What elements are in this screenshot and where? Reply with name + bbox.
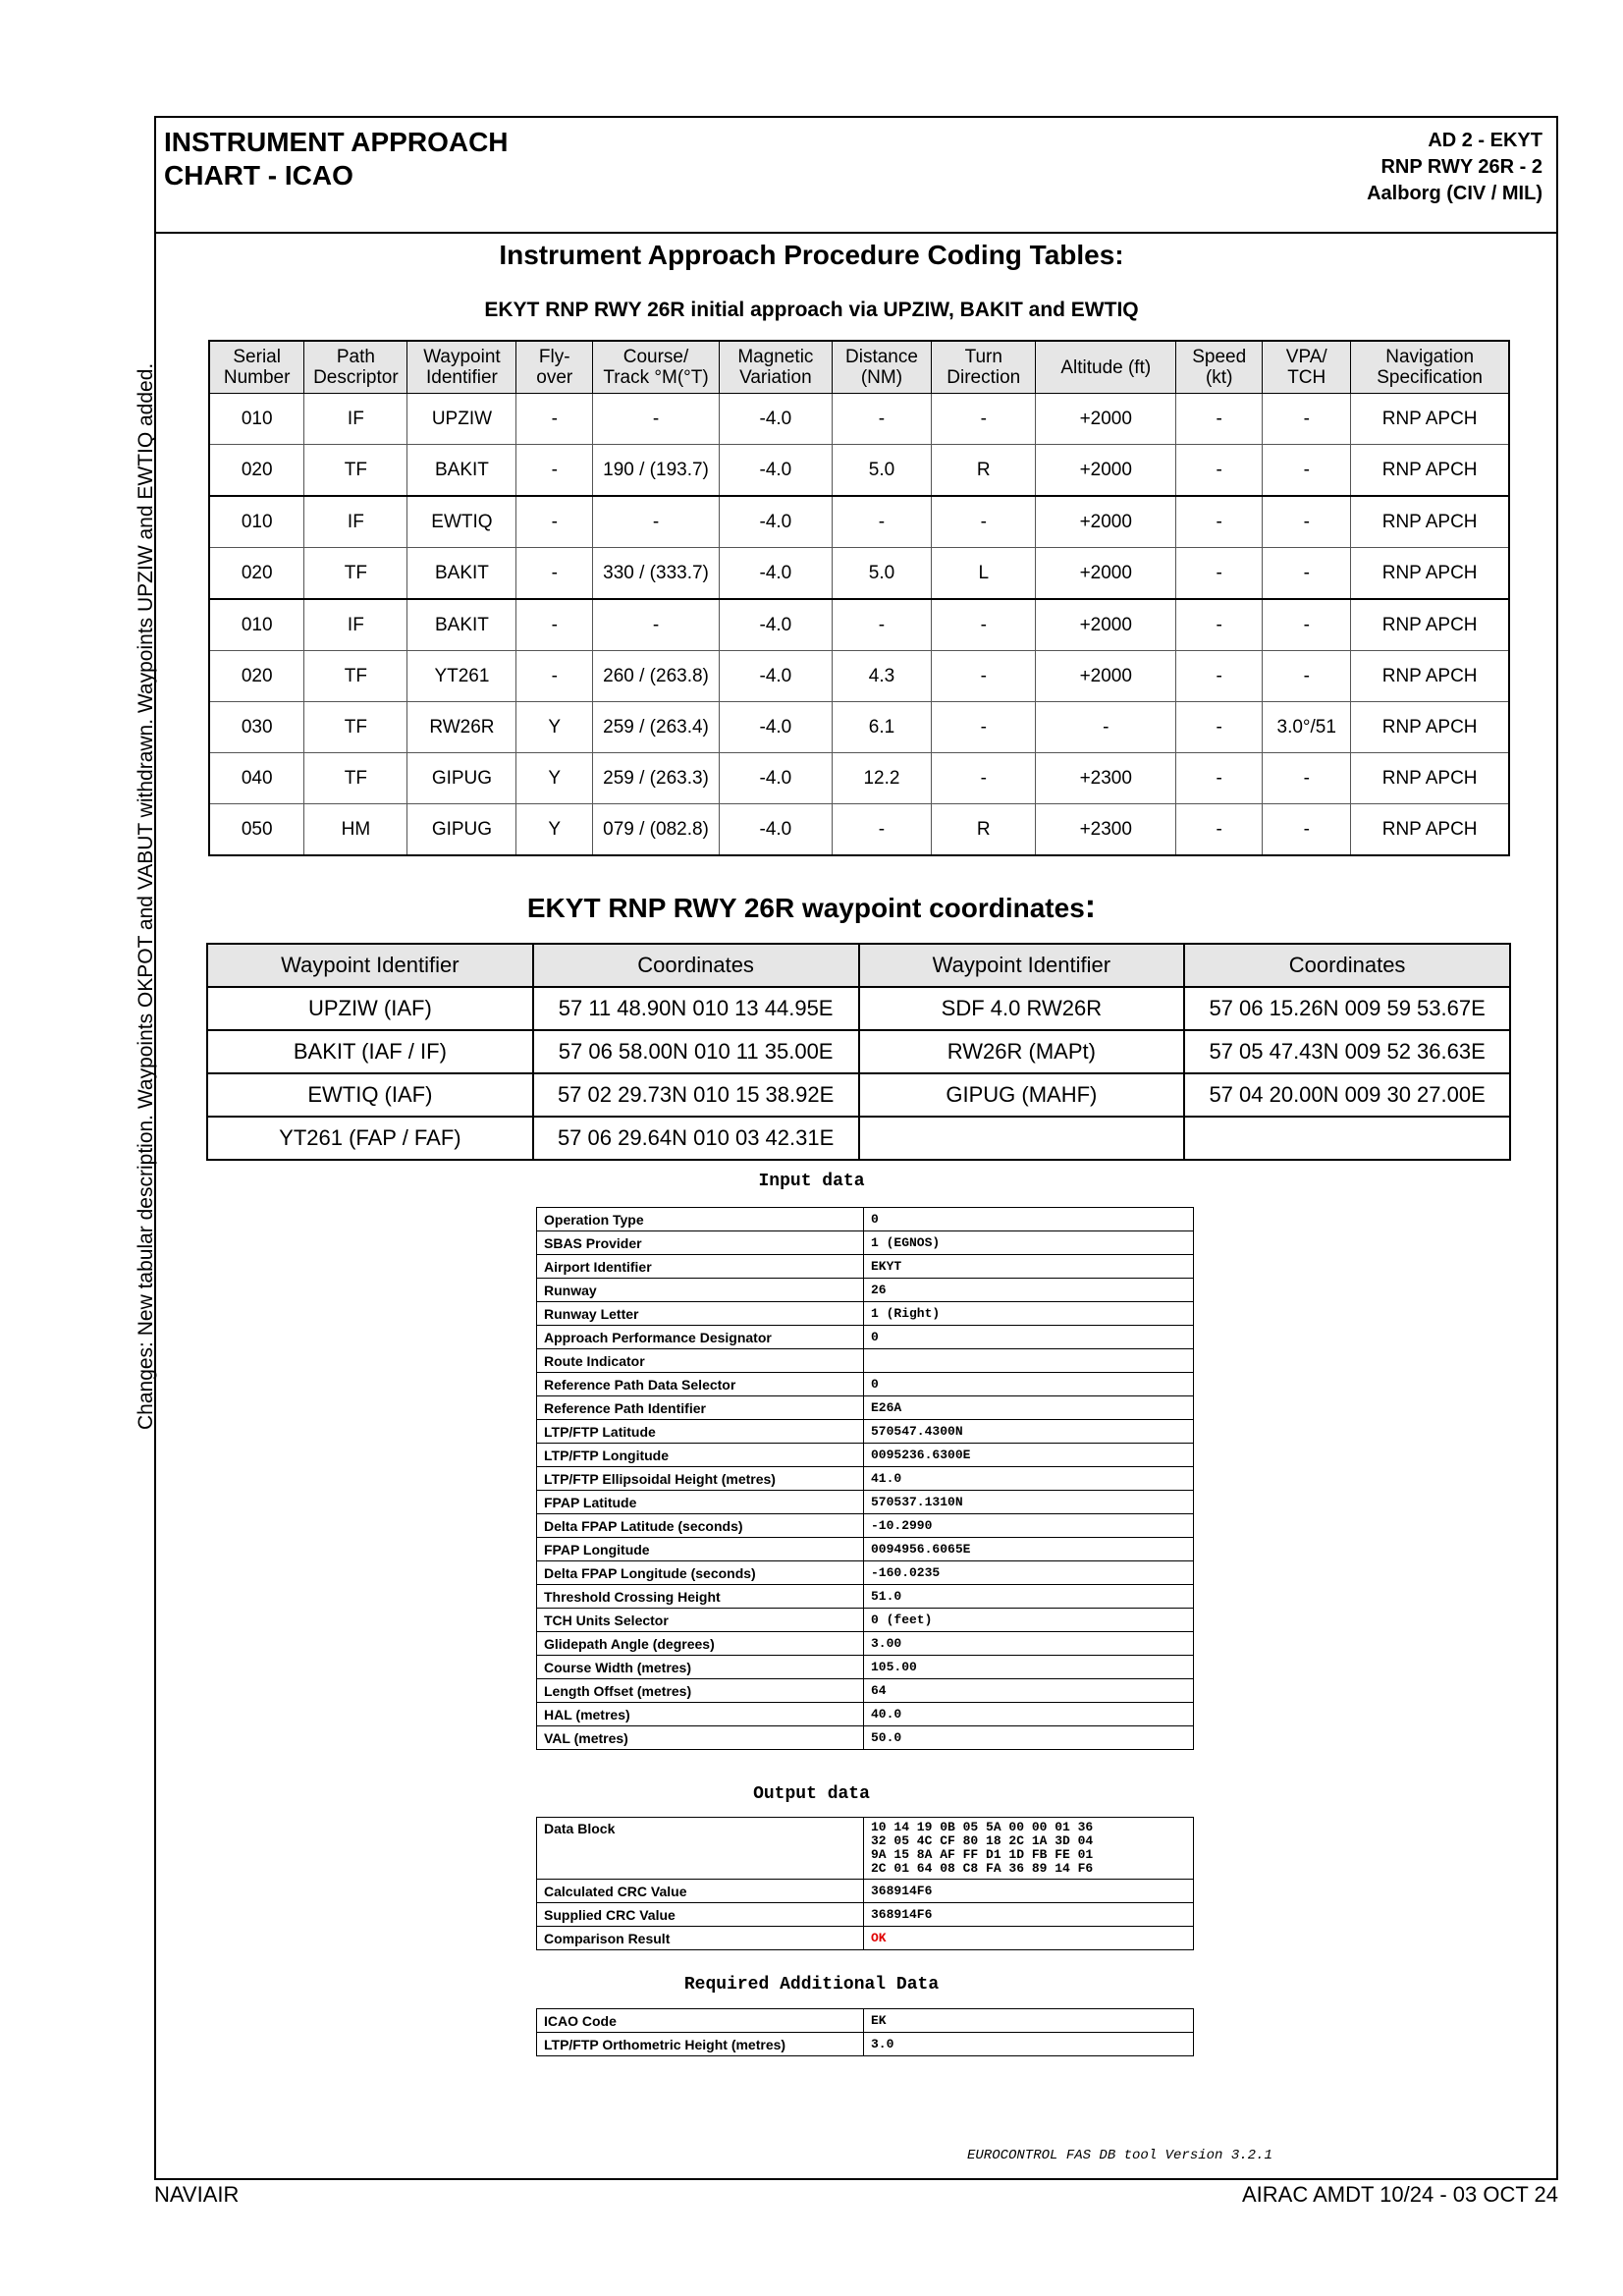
table-row bbox=[537, 1927, 1194, 1950]
table-row bbox=[209, 599, 1509, 651]
table-cell: +2000 bbox=[1036, 496, 1176, 548]
field-value: 570537.1310N bbox=[864, 1491, 1194, 1514]
table-row bbox=[537, 1609, 1194, 1632]
table-cell: - bbox=[1263, 804, 1351, 856]
table-cell: -4.0 bbox=[720, 548, 833, 600]
table-row bbox=[537, 1726, 1194, 1750]
output-data-table bbox=[536, 1817, 1194, 1950]
field-label: Operation Type bbox=[537, 1208, 864, 1231]
field-value: 0094956.6065E bbox=[864, 1538, 1194, 1561]
table-cell: IF bbox=[304, 599, 407, 651]
table-cell: GIPUG (MAHF) bbox=[859, 1073, 1185, 1117]
table-cell: - bbox=[932, 496, 1036, 548]
table-row bbox=[537, 1561, 1194, 1585]
waypoint-header-row bbox=[207, 944, 1510, 987]
table-row bbox=[537, 1679, 1194, 1703]
table-cell: 020 bbox=[209, 548, 304, 600]
table-cell: - bbox=[832, 804, 931, 856]
table-cell: 190 / (193.7) bbox=[593, 445, 720, 497]
table-cell: -4.0 bbox=[720, 702, 833, 753]
table-cell: 010 bbox=[209, 496, 304, 548]
table-cell: +2000 bbox=[1036, 394, 1176, 445]
table-cell: - bbox=[593, 599, 720, 651]
table-cell: -4.0 bbox=[720, 445, 833, 497]
table-cell: 020 bbox=[209, 445, 304, 497]
field-value: OK bbox=[864, 1927, 1194, 1950]
table-cell: TF bbox=[304, 753, 407, 804]
waypoint-coordinates-title-text: EKYT RNP RWY 26R waypoint coordinates bbox=[526, 893, 1085, 923]
field-value: 368914F6 bbox=[864, 1880, 1194, 1903]
table-cell: - bbox=[516, 394, 593, 445]
required-data-title: Required Additional Data bbox=[683, 1975, 940, 1995]
table-cell: Y bbox=[516, 804, 593, 856]
table-cell: - bbox=[1176, 804, 1263, 856]
field-value: 105.00 bbox=[864, 1656, 1194, 1679]
table-row bbox=[537, 1231, 1194, 1255]
coding-header-cell: Waypoint Identifier bbox=[407, 341, 516, 394]
coding-header-cell: Magnetic Variation bbox=[720, 341, 833, 394]
table-cell: -4.0 bbox=[720, 599, 833, 651]
table-cell: 57 06 29.64N 010 03 42.31E bbox=[533, 1117, 859, 1160]
table-cell: RNP APCH bbox=[1351, 753, 1509, 804]
waypoint-header-cell: Coordinates bbox=[533, 944, 859, 987]
table-cell: R bbox=[932, 445, 1036, 497]
table-cell: 57 06 15.26N 009 59 53.67E bbox=[1184, 987, 1510, 1030]
waypoint-header-cell: Waypoint Identifier bbox=[859, 944, 1185, 987]
field-value: E26A bbox=[864, 1396, 1194, 1420]
table-cell: +2000 bbox=[1036, 445, 1176, 497]
table-cell: EWTIQ bbox=[407, 496, 516, 548]
table-cell: - bbox=[1263, 651, 1351, 702]
table-row bbox=[537, 2033, 1194, 2056]
table-row bbox=[537, 1903, 1194, 1927]
table-cell: 57 06 58.00N 010 11 35.00E bbox=[533, 1030, 859, 1073]
field-label: FPAP Longitude bbox=[537, 1538, 864, 1561]
table-cell: -4.0 bbox=[720, 651, 833, 702]
table-cell: 260 / (263.8) bbox=[593, 651, 720, 702]
coding-header-cell: Serial Number bbox=[209, 341, 304, 394]
table-row bbox=[207, 1030, 1510, 1073]
field-value: EKYT bbox=[864, 1255, 1194, 1279]
table-cell: - bbox=[1176, 599, 1263, 651]
table-row bbox=[207, 1117, 1510, 1160]
field-label: Route Indicator bbox=[537, 1349, 864, 1373]
field-label: Reference Path Data Selector bbox=[537, 1373, 864, 1396]
table-cell: 5.0 bbox=[832, 548, 931, 600]
field-value: 3.00 bbox=[864, 1632, 1194, 1656]
table-cell: -4.0 bbox=[720, 394, 833, 445]
table-row bbox=[537, 1279, 1194, 1302]
table-row bbox=[537, 1467, 1194, 1491]
chart-ref-line1: AD 2 - EKYT bbox=[1428, 130, 1542, 151]
table-row bbox=[209, 651, 1509, 702]
table-cell: 010 bbox=[209, 394, 304, 445]
table-cell: - bbox=[593, 496, 720, 548]
table-row bbox=[537, 1208, 1194, 1231]
table-cell: RNP APCH bbox=[1351, 804, 1509, 856]
coding-header-row bbox=[209, 341, 1509, 394]
table-row bbox=[209, 548, 1509, 600]
table-cell: RNP APCH bbox=[1351, 548, 1509, 600]
field-value: -10.2990 bbox=[864, 1514, 1194, 1538]
table-cell: - bbox=[1176, 548, 1263, 600]
table-cell: EWTIQ (IAF) bbox=[207, 1073, 533, 1117]
field-label: VAL (metres) bbox=[537, 1726, 864, 1750]
table-cell: IF bbox=[304, 496, 407, 548]
table-cell: -4.0 bbox=[720, 804, 833, 856]
table-row bbox=[209, 496, 1509, 548]
table-row bbox=[537, 1514, 1194, 1538]
table-cell: 040 bbox=[209, 753, 304, 804]
field-label: HAL (metres) bbox=[537, 1703, 864, 1726]
field-label: Runway Letter bbox=[537, 1302, 864, 1326]
table-cell: BAKIT bbox=[407, 599, 516, 651]
chart-reference bbox=[1367, 128, 1542, 207]
field-label: Calculated CRC Value bbox=[537, 1880, 864, 1903]
table-cell: - bbox=[932, 394, 1036, 445]
coding-header-cell: Fly- over bbox=[516, 341, 593, 394]
table-cell: BAKIT bbox=[407, 445, 516, 497]
table-cell: - bbox=[832, 394, 931, 445]
data-block-value: 10 14 19 0B 05 5A 00 00 01 36 32 05 4C CF 80 18 2C 1A 3D 04 9A 15 8A AF FF D1 1D FB FE 01 2C 01 64 08 C8 FA 36 89 14 F6 bbox=[864, 1818, 1194, 1880]
output-data-title: Output data bbox=[753, 1784, 870, 1804]
table-cell: RNP APCH bbox=[1351, 445, 1509, 497]
coding-header-cell: Altitude (ft) bbox=[1036, 341, 1176, 394]
field-label: LTP/FTP Latitude bbox=[537, 1420, 864, 1444]
field-label: Threshold Crossing Height bbox=[537, 1585, 864, 1609]
table-cell: - bbox=[516, 496, 593, 548]
table-cell: - bbox=[1036, 702, 1176, 753]
field-label: TCH Units Selector bbox=[537, 1609, 864, 1632]
input-data-table bbox=[536, 1207, 1194, 1750]
field-label: Delta FPAP Longitude (seconds) bbox=[537, 1561, 864, 1585]
table-cell: UPZIW bbox=[407, 394, 516, 445]
table-cell: UPZIW (IAF) bbox=[207, 987, 533, 1030]
field-value: 64 bbox=[864, 1679, 1194, 1703]
table-cell: Y bbox=[516, 702, 593, 753]
table-cell: - bbox=[1176, 394, 1263, 445]
table-cell: 010 bbox=[209, 599, 304, 651]
table-row bbox=[209, 753, 1509, 804]
changes-note: Changes: New tabular description. Waypoints OKPOT and VABUT withdrawn. Waypoints UPZIW and EWTIQ added. bbox=[135, 362, 157, 1430]
table-cell: RNP APCH bbox=[1351, 651, 1509, 702]
table-cell: 5.0 bbox=[832, 445, 931, 497]
chart-title bbox=[164, 126, 509, 192]
table-cell: - bbox=[832, 599, 931, 651]
field-label: Length Offset (metres) bbox=[537, 1679, 864, 1703]
table-cell: +2000 bbox=[1036, 651, 1176, 702]
field-value: 1 (EGNOS) bbox=[864, 1231, 1194, 1255]
table-cell: Y bbox=[516, 753, 593, 804]
table-cell: 259 / (263.3) bbox=[593, 753, 720, 804]
table-cell: - bbox=[1263, 394, 1351, 445]
field-value: 0 bbox=[864, 1208, 1194, 1231]
field-label: Runway bbox=[537, 1279, 864, 1302]
table-cell: - bbox=[1263, 548, 1351, 600]
table-cell: 57 11 48.90N 010 13 44.95E bbox=[533, 987, 859, 1030]
table-cell: BAKIT (IAF / IF) bbox=[207, 1030, 533, 1073]
field-value bbox=[864, 1349, 1194, 1373]
table-cell: YT261 (FAP / FAF) bbox=[207, 1117, 533, 1160]
table-row bbox=[537, 1255, 1194, 1279]
table-cell: TF bbox=[304, 651, 407, 702]
table-cell: - bbox=[516, 548, 593, 600]
table-cell: - bbox=[932, 599, 1036, 651]
coding-header-cell: Turn Direction bbox=[932, 341, 1036, 394]
table-row bbox=[537, 1818, 1194, 1880]
chart-ref-line2: RNP RWY 26R - 2 bbox=[1380, 156, 1542, 178]
table-cell: - bbox=[516, 445, 593, 497]
field-label: ICAO Code bbox=[537, 2009, 864, 2033]
table-row bbox=[209, 394, 1509, 445]
table-cell: RW26R bbox=[407, 702, 516, 753]
table-cell: - bbox=[1176, 753, 1263, 804]
table-cell: - bbox=[1263, 599, 1351, 651]
table-cell: - bbox=[932, 651, 1036, 702]
table-cell: TF bbox=[304, 445, 407, 497]
table-cell: BAKIT bbox=[407, 548, 516, 600]
table-cell: +2300 bbox=[1036, 753, 1176, 804]
table-cell: RNP APCH bbox=[1351, 394, 1509, 445]
table-row bbox=[537, 1396, 1194, 1420]
table-row bbox=[537, 1326, 1194, 1349]
field-value: 570547.4300N bbox=[864, 1420, 1194, 1444]
table-cell: -4.0 bbox=[720, 753, 833, 804]
table-cell: 57 05 47.43N 009 52 36.63E bbox=[1184, 1030, 1510, 1073]
required-data-table bbox=[536, 2008, 1194, 2056]
table-row bbox=[537, 1444, 1194, 1467]
coding-tables-title: Instrument Approach Procedure Coding Tables: bbox=[499, 240, 1124, 270]
table-cell: R bbox=[932, 804, 1036, 856]
table-row bbox=[537, 1703, 1194, 1726]
table-cell: 4.3 bbox=[832, 651, 931, 702]
waypoint-table bbox=[206, 943, 1511, 1161]
field-value: 1 (Right) bbox=[864, 1302, 1194, 1326]
field-label: LTP/FTP Orthometric Height (metres) bbox=[537, 2033, 864, 2056]
table-cell bbox=[859, 1117, 1185, 1160]
coding-header-cell: Course/ Track °M(°T) bbox=[593, 341, 720, 394]
table-cell bbox=[1184, 1117, 1510, 1160]
field-label: Approach Performance Designator bbox=[537, 1326, 864, 1349]
table-cell: - bbox=[932, 702, 1036, 753]
table-row bbox=[207, 1073, 1510, 1117]
field-label: FPAP Latitude bbox=[537, 1491, 864, 1514]
table-cell: - bbox=[1263, 445, 1351, 497]
table-row bbox=[537, 1491, 1194, 1514]
table-cell: 57 04 20.00N 009 30 27.00E bbox=[1184, 1073, 1510, 1117]
table-cell: +2000 bbox=[1036, 548, 1176, 600]
table-row bbox=[207, 987, 1510, 1030]
chart-title-line2: CHART - ICAO bbox=[164, 160, 353, 191]
field-value: 50.0 bbox=[864, 1726, 1194, 1750]
coding-table bbox=[208, 340, 1510, 856]
table-row bbox=[537, 1585, 1194, 1609]
table-cell: RNP APCH bbox=[1351, 599, 1509, 651]
table-cell: TF bbox=[304, 548, 407, 600]
table-row bbox=[209, 445, 1509, 497]
field-value: 0 bbox=[864, 1326, 1194, 1349]
field-value: 0 (feet) bbox=[864, 1609, 1194, 1632]
table-row bbox=[537, 2009, 1194, 2033]
table-cell: - bbox=[832, 496, 931, 548]
table-cell: +2000 bbox=[1036, 599, 1176, 651]
table-row bbox=[537, 1373, 1194, 1396]
table-cell: - bbox=[932, 753, 1036, 804]
tool-version: EUROCONTROL FAS DB tool Version 3.2.1 bbox=[967, 2148, 1272, 2163]
table-cell: - bbox=[1176, 496, 1263, 548]
coding-header-cell: Distance (NM) bbox=[832, 341, 931, 394]
table-cell: 020 bbox=[209, 651, 304, 702]
waypoint-coordinates-title bbox=[0, 888, 1623, 926]
table-cell: L bbox=[932, 548, 1036, 600]
table-cell: GIPUG bbox=[407, 804, 516, 856]
waypoint-header-cell: Waypoint Identifier bbox=[207, 944, 533, 987]
table-cell: 12.2 bbox=[832, 753, 931, 804]
table-cell: - bbox=[516, 599, 593, 651]
field-label: Supplied CRC Value bbox=[537, 1903, 864, 1927]
field-value: 0 bbox=[864, 1373, 1194, 1396]
table-cell: 030 bbox=[209, 702, 304, 753]
table-cell: - bbox=[1263, 496, 1351, 548]
coding-header-cell: Path Descriptor bbox=[304, 341, 407, 394]
table-cell: RW26R (MAPt) bbox=[859, 1030, 1185, 1073]
table-row bbox=[537, 1349, 1194, 1373]
table-cell: 6.1 bbox=[832, 702, 931, 753]
table-cell: 3.0°/51 bbox=[1263, 702, 1351, 753]
field-label: Delta FPAP Latitude (seconds) bbox=[537, 1514, 864, 1538]
table-cell: 330 / (333.7) bbox=[593, 548, 720, 600]
waypoint-coordinates-title-colon: : bbox=[1084, 888, 1097, 925]
table-row bbox=[209, 702, 1509, 753]
table-cell: - bbox=[516, 651, 593, 702]
table-cell: SDF 4.0 RW26R bbox=[859, 987, 1185, 1030]
table-cell: YT261 bbox=[407, 651, 516, 702]
table-cell: - bbox=[1263, 753, 1351, 804]
field-value: EK bbox=[864, 2009, 1194, 2033]
chart-title-line1: INSTRUMENT APPROACH bbox=[164, 127, 509, 157]
table-cell: IF bbox=[304, 394, 407, 445]
table-cell: - bbox=[1176, 445, 1263, 497]
coding-header-cell: VPA/ TCH bbox=[1263, 341, 1351, 394]
field-value: 0095236.6300E bbox=[864, 1444, 1194, 1467]
table-cell: 079 / (082.8) bbox=[593, 804, 720, 856]
field-value: -160.0235 bbox=[864, 1561, 1194, 1585]
table-cell: 57 02 29.73N 010 15 38.92E bbox=[533, 1073, 859, 1117]
table-row bbox=[537, 1420, 1194, 1444]
coding-header-cell: Speed (kt) bbox=[1176, 341, 1263, 394]
footer-airac: AIRAC AMDT 10/24 - 03 OCT 24 bbox=[1242, 2182, 1558, 2207]
field-value: 26 bbox=[864, 1279, 1194, 1302]
table-cell: GIPUG bbox=[407, 753, 516, 804]
field-value: 40.0 bbox=[864, 1703, 1194, 1726]
footer-publisher: NAVIAIR bbox=[154, 2182, 240, 2207]
coding-table-subtitle: EKYT RNP RWY 26R initial approach via UPZIW, BAKIT and EWTIQ bbox=[484, 299, 1139, 321]
table-cell: -4.0 bbox=[720, 496, 833, 548]
coding-header-cell: Navigation Specification bbox=[1351, 341, 1509, 394]
field-value: 41.0 bbox=[864, 1467, 1194, 1491]
waypoint-header-cell: Coordinates bbox=[1184, 944, 1510, 987]
table-cell: HM bbox=[304, 804, 407, 856]
field-label: SBAS Provider bbox=[537, 1231, 864, 1255]
table-row bbox=[537, 1656, 1194, 1679]
field-label: LTP/FTP Longitude bbox=[537, 1444, 864, 1467]
field-label: Course Width (metres) bbox=[537, 1656, 864, 1679]
table-cell: 050 bbox=[209, 804, 304, 856]
table-cell: RNP APCH bbox=[1351, 496, 1509, 548]
table-row bbox=[209, 804, 1509, 856]
table-cell: - bbox=[593, 394, 720, 445]
table-cell: - bbox=[1176, 702, 1263, 753]
table-row bbox=[537, 1632, 1194, 1656]
chart-ref-line3: Aalborg (CIV / MIL) bbox=[1367, 183, 1542, 204]
table-cell: 259 / (263.4) bbox=[593, 702, 720, 753]
field-label: LTP/FTP Ellipsoidal Height (metres) bbox=[537, 1467, 864, 1491]
table-cell: +2300 bbox=[1036, 804, 1176, 856]
table-row bbox=[537, 1538, 1194, 1561]
field-value: 3.0 bbox=[864, 2033, 1194, 2056]
field-value: 51.0 bbox=[864, 1585, 1194, 1609]
field-label: Glidepath Angle (degrees) bbox=[537, 1632, 864, 1656]
table-row bbox=[537, 1880, 1194, 1903]
field-value: 368914F6 bbox=[864, 1903, 1194, 1927]
field-label: Airport Identifier bbox=[537, 1255, 864, 1279]
field-label: Comparison Result bbox=[537, 1927, 864, 1950]
chart-header bbox=[156, 118, 1556, 234]
table-cell: - bbox=[1176, 651, 1263, 702]
table-row bbox=[537, 1302, 1194, 1326]
data-block-label: Data Block bbox=[537, 1818, 864, 1880]
field-label: Reference Path Identifier bbox=[537, 1396, 864, 1420]
table-cell: RNP APCH bbox=[1351, 702, 1509, 753]
input-data-title: Input data bbox=[758, 1172, 865, 1191]
table-cell: TF bbox=[304, 702, 407, 753]
